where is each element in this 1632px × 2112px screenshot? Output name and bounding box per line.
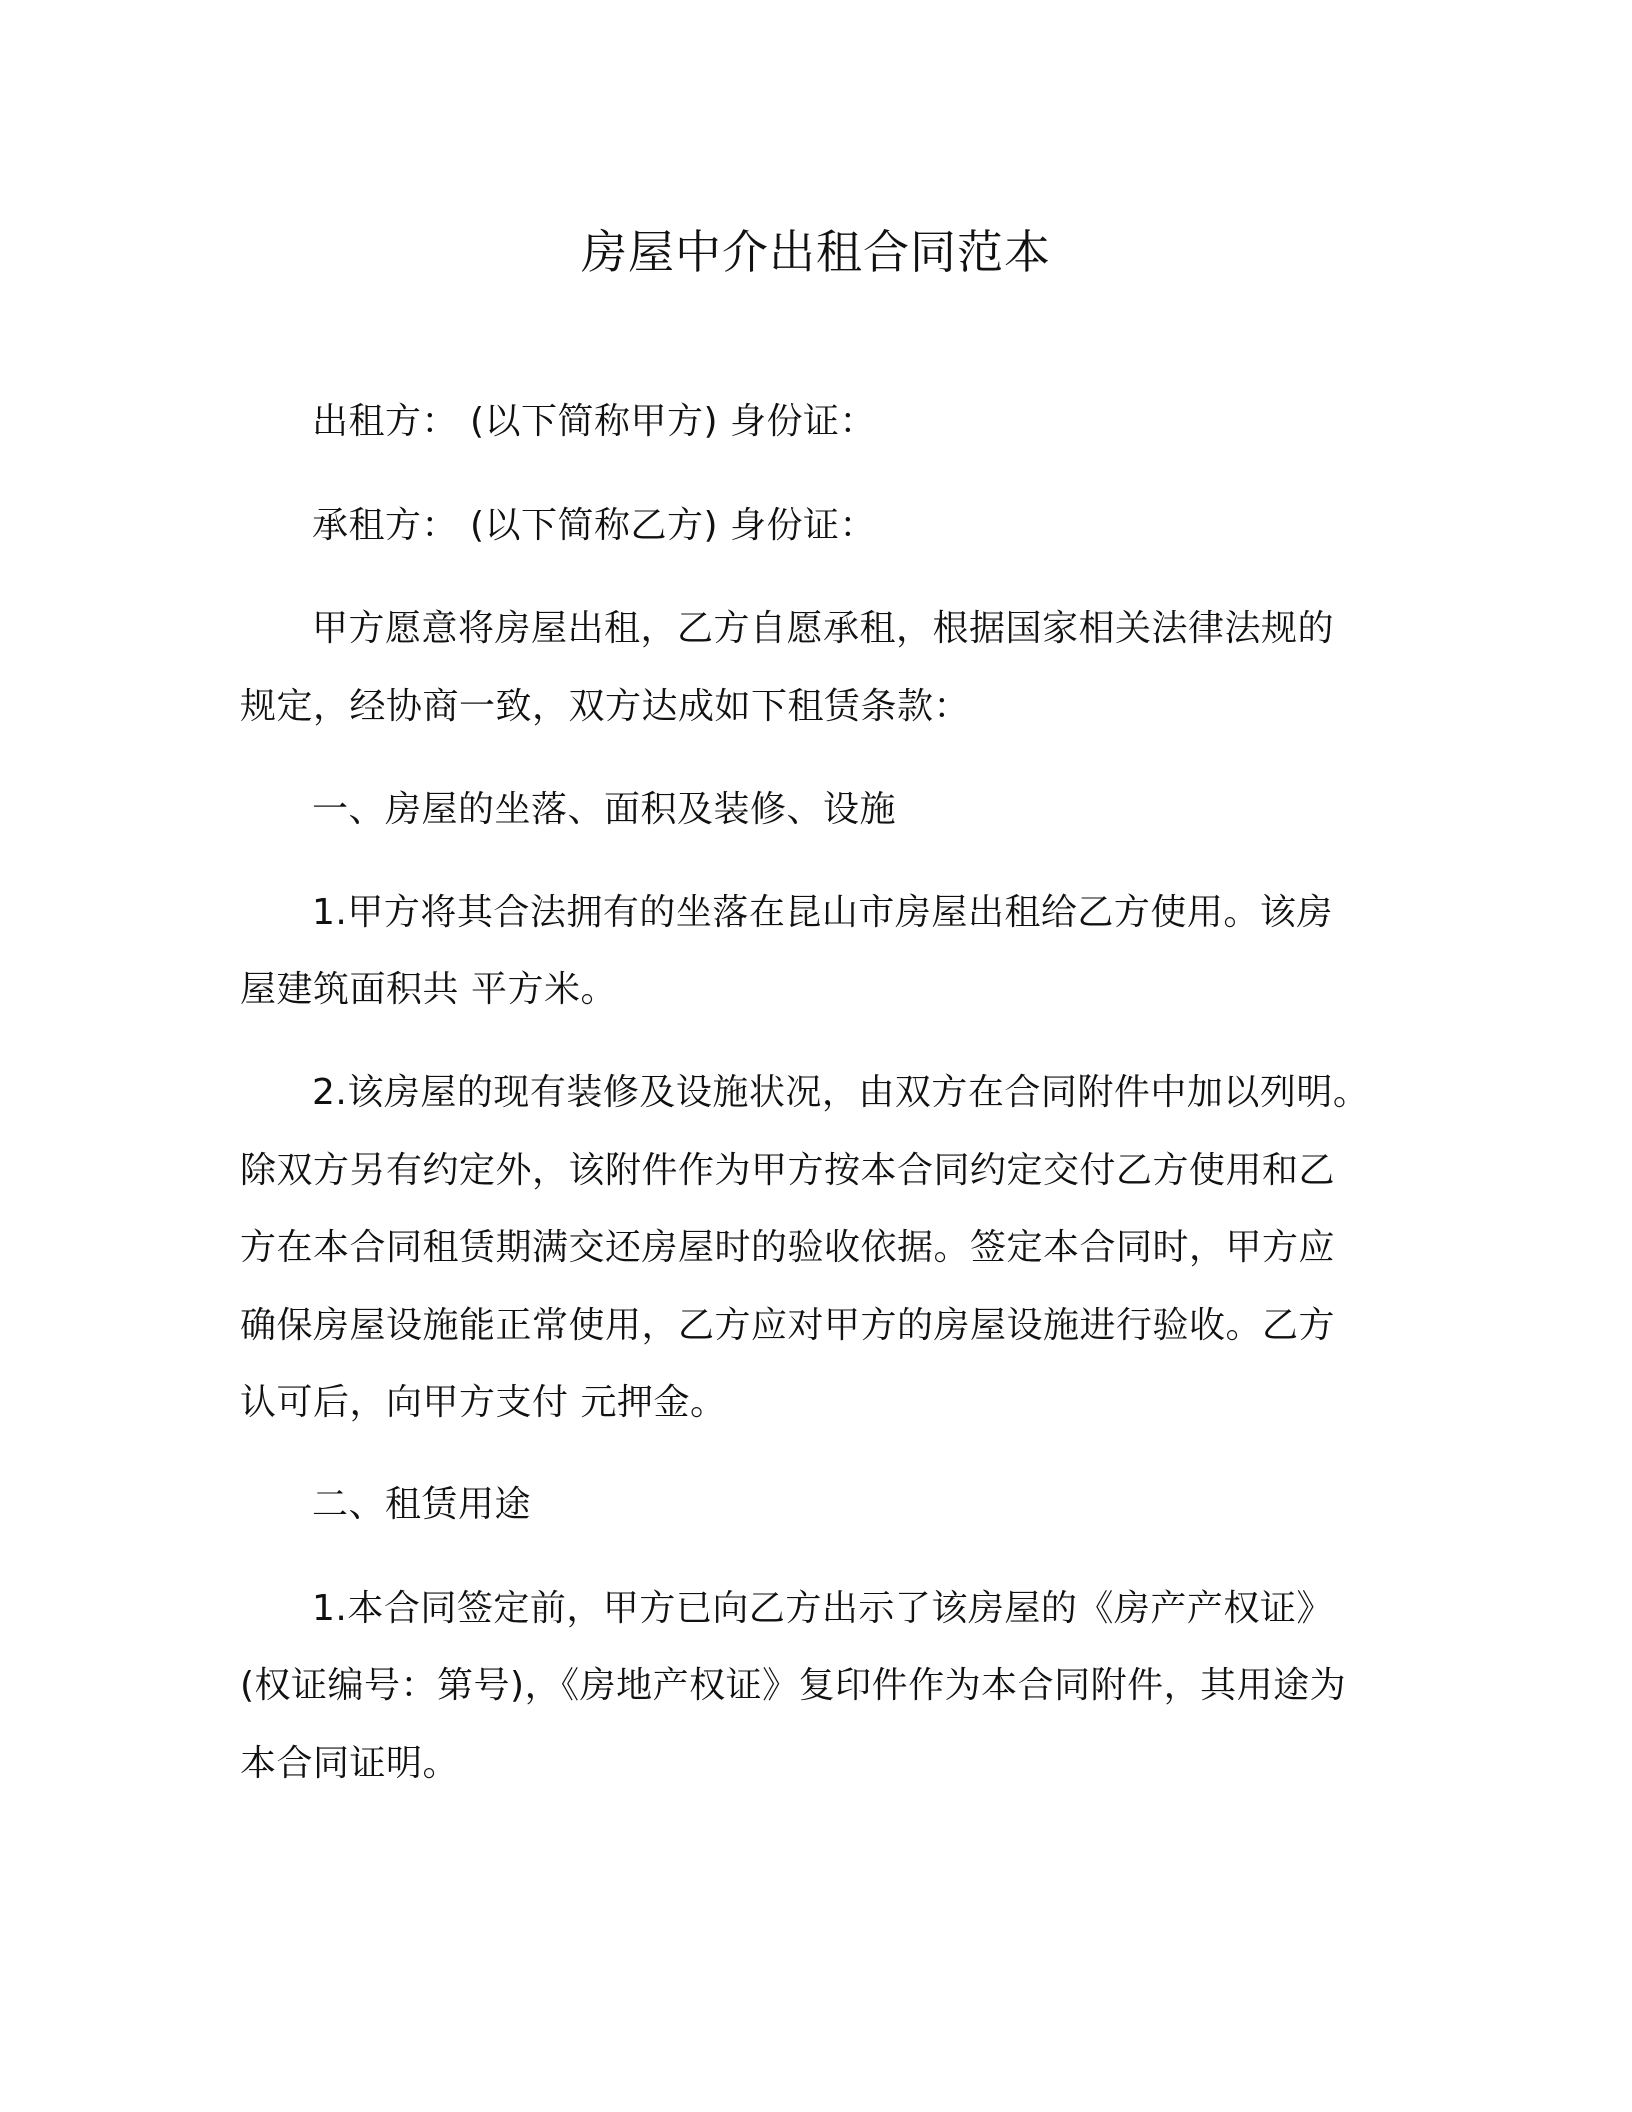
clause-1-2-line-5: 认可后，向甲方支付 元押金。 [240, 1382, 727, 1423]
clause-1-2-line-3: 方在本合同租赁期满交还房屋时的验收依据。签定本合同时，甲方应 [240, 1227, 1336, 1268]
clause-1-2-line-2: 除双方另有约定外，该附件作为甲方按本合同约定交付乙方使用和乙 [240, 1150, 1336, 1191]
lessor-line: 出租方： (以下简称甲方) 身份证： [312, 401, 876, 442]
preamble-line-1: 甲方愿意将房屋出租，乙方自愿承租，根据国家相关法律法规的 [312, 608, 1335, 649]
section-heading-1: 一、房屋的坐落、面积及装修、设施 [312, 789, 897, 830]
clause-1-2-line-4: 确保房屋设施能正常使用，乙方应对甲方的房屋设施进行验收。乙方 [240, 1305, 1336, 1346]
clause-2-1-line-3: 本合同证明。 [240, 1743, 460, 1784]
preamble-line-2: 规定，经协商一致，双方达成如下租赁条款： [240, 686, 971, 727]
lessee-line: 承租方： (以下简称乙方) 身份证： [312, 505, 876, 546]
clause-1-2-line-1: 2.该房屋的现有装修及设施状况，由双方在合同附件中加以列明。 [312, 1072, 1370, 1113]
clause-1-1-line-2: 屋建筑面积共 平方米。 [240, 969, 617, 1010]
section-heading-2: 二、租赁用途 [312, 1484, 532, 1525]
clause-1-1-line-1: 1.甲方将其合法拥有的坐落在昆山市房屋出租给乙方使用。该房 [312, 892, 1333, 933]
document-title: 房屋中介出租合同范本 [581, 225, 1051, 279]
clause-2-1-line-1: 1.本合同签定前，甲方已向乙方出示了该房屋的《房产产权证》 [312, 1588, 1333, 1629]
clause-2-1-line-2: (权证编号：第号)，《房地产权证》复印件作为本合同附件，其用途为 [240, 1665, 1347, 1706]
